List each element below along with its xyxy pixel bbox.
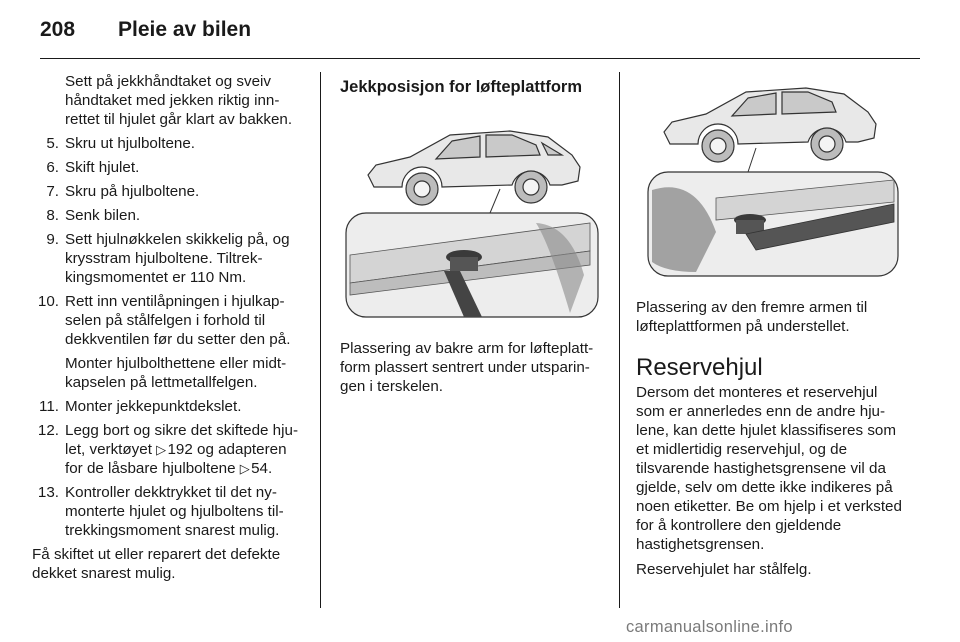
car-side-view [664, 88, 876, 162]
step-number: 5. [46, 135, 59, 152]
step-text-continued: og adapteren for de låsbare hjulboltene [65, 441, 287, 477]
step-text: Legg bort og sikre det skiftede hjulet, verktøyet [65, 422, 299, 458]
column-instructions [32, 72, 302, 589]
step-number: 11. [39, 398, 59, 415]
page-number: 208 [40, 18, 76, 41]
callout-line [490, 189, 500, 213]
detail-panel [648, 172, 898, 276]
step-number: 10. [37, 293, 59, 310]
step-item-13 [32, 483, 302, 540]
rear-lift-arm-illustration [340, 105, 608, 325]
step-item-5 [32, 134, 302, 153]
step-number: 8. [46, 207, 59, 224]
step-text: Rett inn ventilåpningen i hjulkapselen på stålfelgen i forhold til dekkventilen før du setter den på. [65, 293, 291, 348]
front-lift-arm-illustration [636, 72, 906, 284]
step-text: Sett hjulnøkkelen skikkelig på, og krysstram hjulboltene. Tiltrekkingsmomentet er 110 Nm. [65, 231, 290, 286]
page-reference-icon: ▷ [239, 461, 250, 476]
detail-panel [346, 213, 598, 317]
step-item-8 [32, 206, 302, 225]
step-list [32, 134, 302, 349]
car-side-view [368, 131, 580, 205]
figure-caption-front: Plassering av den fremre armen til løfteplattformen på understellet. [636, 299, 868, 335]
page-reference-link[interactable]: 54 [251, 460, 268, 477]
column-divider-right [619, 72, 620, 608]
spare-wheel-rim-note: Reservehjulet har stålfelg. [636, 561, 812, 578]
callout-line [748, 148, 756, 172]
step-number: 7. [46, 183, 59, 200]
step-number: 9. [46, 231, 59, 248]
column-divider-left [320, 72, 321, 608]
step-text: Senk bilen. [65, 207, 141, 224]
step-text: Skift hjulet. [65, 159, 140, 176]
section-heading-spare-wheel: Reservehjul [636, 354, 763, 381]
step-number: 12. [37, 422, 59, 439]
step-10-note: Monter hjulbolthettene eller midtkapselen på lettmetallfelgen. [65, 355, 287, 391]
page-title: Pleie av bilen [118, 18, 252, 41]
step-item-6 [32, 158, 302, 177]
page-reference-icon: ▷ [156, 442, 167, 457]
closing-paragraph: Få skiftet ut eller reparert det defekte dekket snarest mulig. [32, 546, 281, 582]
step-text: Monter jekkepunktdekslet. [65, 398, 242, 415]
step-text-end: . [267, 460, 273, 477]
step-item-10 [32, 292, 302, 349]
step-item-7 [32, 182, 302, 201]
section-heading: Jekkposisjon for løfteplattform [340, 78, 583, 96]
step-item-12 [32, 421, 302, 478]
spare-wheel-paragraph: Dersom det monteres et reservehjul som er annerledes enn de andre hjulene, kan dette hjulet klassifiseres som et midlertidig reservehjul, og de tilsvarende hastighetsgrensene vil da gjelde, selv om dette ikke indikeres på noen etiketter. Be om hjelp i et verksted for å kontrollere den gjeldende hastighetsgrensen. [636, 384, 902, 553]
step-text: Skru ut hjulboltene. [65, 135, 196, 152]
header-rule [40, 58, 920, 59]
column-lift-position [340, 72, 608, 402]
step-text: Kontroller dekktrykket til det nymonterte hjulet og hjulboltens tiltrekkingsmoment snarest mulig. [65, 484, 284, 539]
step-item-11 [32, 397, 302, 416]
step-number: 13. [37, 484, 59, 501]
step-number: 6. [46, 159, 59, 176]
figure-caption-rear: Plassering av bakre arm for løfteplattform plassert sentrert under utsparingen i terskelen. [340, 340, 594, 395]
step-item-9 [32, 230, 302, 287]
watermark-text: carmanualsonline.info [626, 618, 793, 636]
step-text: Skru på hjulboltene. [65, 183, 200, 200]
page-reference-link[interactable]: 192 [167, 441, 193, 458]
intro-paragraph: Sett på jekkhåndtaket og sveiv håndtaket med jekken riktig innrettet til hjulet går klart av bakken. [65, 73, 293, 128]
page-header [40, 18, 920, 58]
column-spare-wheel [636, 72, 904, 585]
